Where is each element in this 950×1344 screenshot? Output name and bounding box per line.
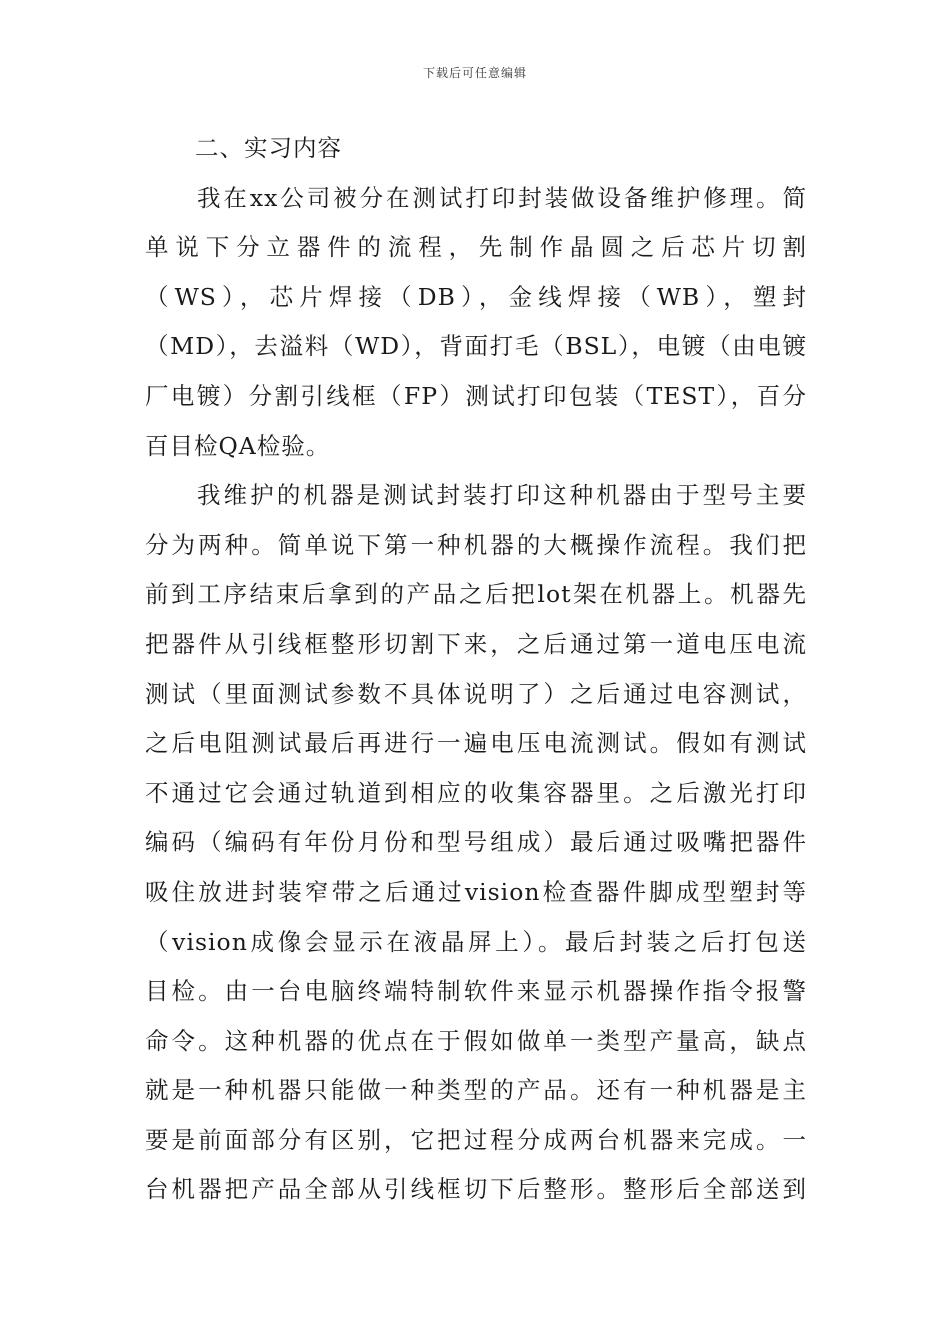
paragraph-line: 命令。这种机器的优点在于假如做单一类型产量高，缺点 bbox=[145, 1026, 807, 1055]
paragraph-line: 测试（里面测试参数不具体说明了）之后通过电容测试， bbox=[145, 679, 807, 708]
section-heading: 二、实习内容 bbox=[195, 134, 342, 162]
paragraph-line: 我维护的机器是测试封装打印这种机器由于型号主要 bbox=[197, 481, 807, 510]
paragraph-line: 就是一种机器只能做一种类型的产品。还有一种机器是主 bbox=[145, 1076, 807, 1105]
paragraph-line: 我在xx公司被分在测试打印封装做设备维护修理。简 bbox=[197, 183, 807, 212]
document-body bbox=[145, 124, 807, 1215]
paragraph-line: 单说下分立器件的流程，先制作晶圆之后芯片切割 bbox=[145, 233, 807, 262]
paragraph-line: 前到工序结束后拿到的产品之后把lot架在机器上。机器先 bbox=[145, 580, 807, 609]
paragraph-line: 目检。由一台电脑终端特制软件来显示机器操作指令报警 bbox=[145, 977, 807, 1006]
paragraph-line: 要是前面部分有区别，它把过程分成两台机器来完成。一 bbox=[145, 1125, 807, 1154]
paragraph-line: （WS），芯片焊接（DB），金线焊接（WB），塑封 bbox=[145, 282, 807, 311]
paragraph-line: 之后电阻测试最后再进行一遍电压电流测试。假如有测试 bbox=[145, 729, 807, 758]
paragraph-line: 百目检QA检验。 bbox=[145, 431, 331, 460]
paragraph-line: 厂电镀）分割引线框（FP）测试打印包装（TEST），百分 bbox=[145, 381, 807, 410]
paragraph-line: 编码（编码有年份月份和型号组成）最后通过吸嘴把器件 bbox=[145, 828, 807, 857]
paragraph-line: 把器件从引线框整形切割下来，之后通过第一道电压电流 bbox=[145, 629, 807, 658]
paragraph-line: 不通过它会通过轨道到相应的收集容器里。之后激光打印 bbox=[145, 778, 807, 807]
paragraph-line: 吸住放进封装窄带之后通过vision检查器件脚成型塑封等 bbox=[145, 877, 807, 906]
paragraph-line: （vision成像会显示在液晶屏上）。最后封装之后打包送 bbox=[145, 927, 807, 956]
paragraph-1 bbox=[145, 174, 807, 472]
paragraph-line: （MD），去溢料（WD），背面打毛（BSL），电镀（由电镀 bbox=[145, 332, 807, 361]
paragraph-2 bbox=[145, 471, 807, 1215]
paragraph-line: 分为两种。简单说下第一种机器的大概操作流程。我们把 bbox=[145, 530, 807, 559]
header-note: 下载后可任意编辑 bbox=[422, 66, 527, 80]
paragraph-line: 台机器把产品全部从引线框切下后整形。整形后全部送到 bbox=[145, 1175, 807, 1204]
